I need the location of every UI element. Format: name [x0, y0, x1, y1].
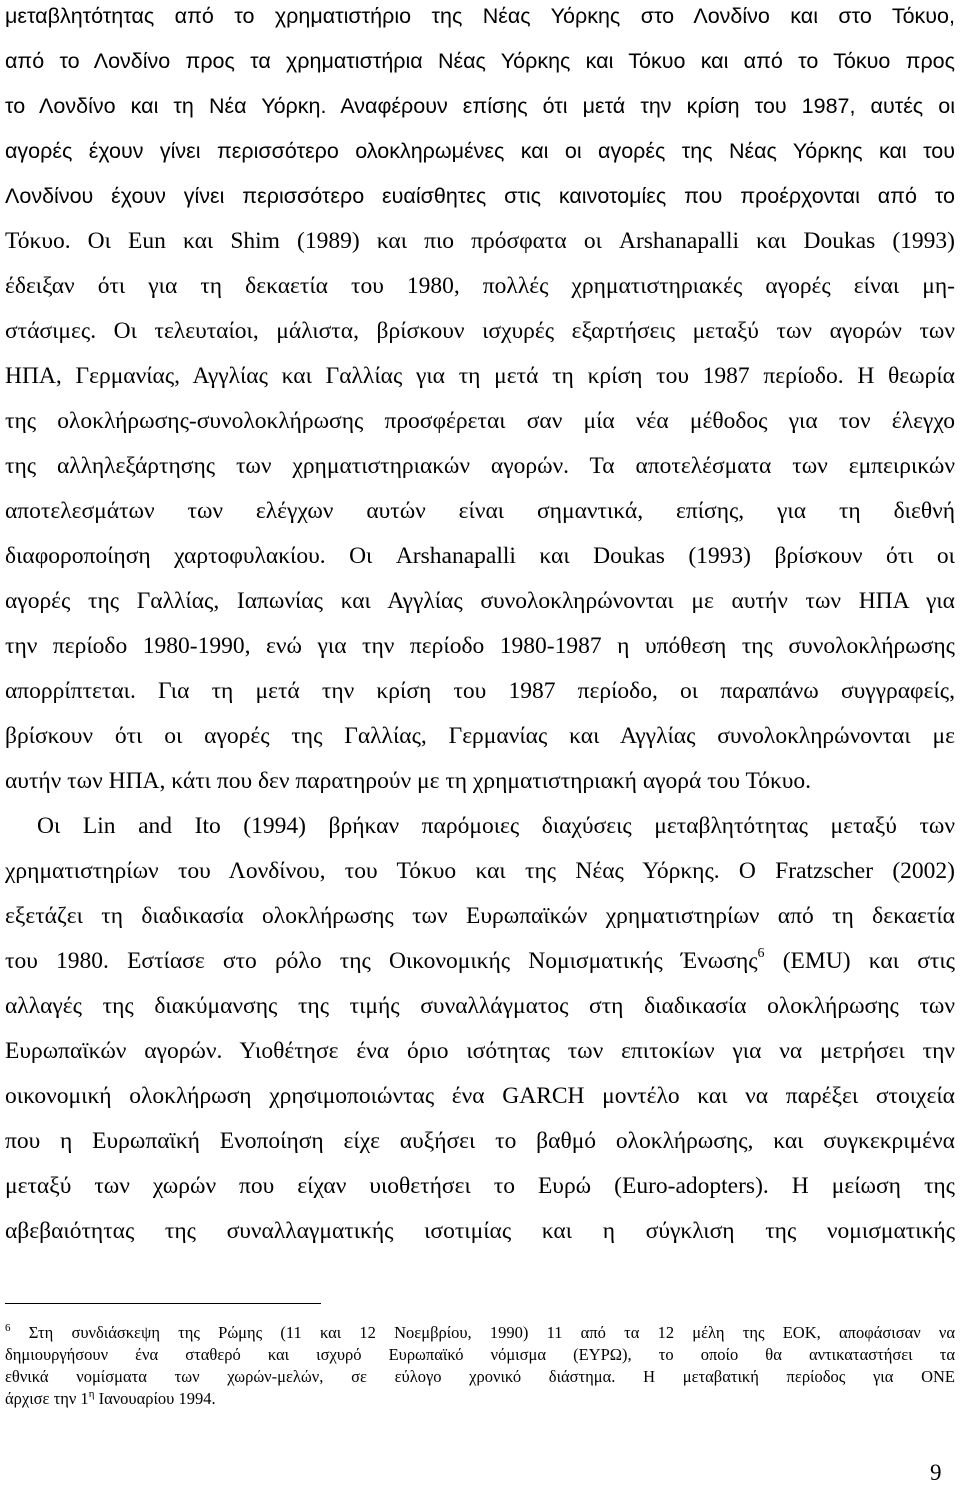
- footnote-line: δημιουργήσουν ένα σταθερό και ισχυρό Ευρωπαϊκό νόμισμα (ΕΥΡΩ), το οποίο θα αντικαταστήσει τα: [5, 1345, 955, 1364]
- text-run: άρχισε την 1: [5, 1389, 89, 1408]
- text-line: της αλληλεξάρτησης των χρηματιστηριακών αγορών. Τα αποτελέσματα των εμπειρικών: [5, 453, 955, 479]
- page-number: 9: [930, 1460, 942, 1485]
- text-line: την περίοδο 1980-1990, ενώ για την περίοδο 1980-1987 η υπόθεση της συνολοκλήρωσης: [5, 633, 955, 659]
- footnote-line: εθνικά νομίσματα των χωρών-μελών, σε εύλογο χρονικό διάστημα. Η μεταβατική περίοδος για ΟΝΕ: [5, 1367, 955, 1386]
- footnote-separator: [5, 1303, 321, 1304]
- text-line: αγορές της Γαλλίας, Ιαπωνίας και Αγγλίας συνολοκληρώνονται με αυτήν των ΗΠΑ για: [5, 588, 955, 614]
- text-line: στάσιμες. Οι τελευταίοι, μάλιστα, βρίσκουν ισχυρές εξαρτήσεις μεταξύ των αγορών των: [5, 318, 955, 344]
- text-line: μεταξύ των χωρών που είχαν υιοθετήσει το Ευρώ (Euro-adopters). Η μείωση της: [5, 1173, 955, 1199]
- text-run: του 1980. Εστίασε στο ρόλο της Οικονομικής Νομισματικής Ένωσης: [5, 948, 758, 974]
- text-line: έδειξαν ότι για τη δεκαετία του 1980, πολλές χρηματιστηριακές αγορές είναι μη-: [5, 273, 955, 299]
- text-line: αγορές έχουν γίνει περισσότερο ολοκληρωμένες και οι αγορές της Νέας Υόρκης και του: [5, 139, 955, 163]
- footnote-line: [5, 1322, 955, 1344]
- footnote-marker: 6: [5, 1321, 11, 1334]
- text-line: απορρίπτεται. Για τη μετά την κρίση του 1987 περίοδο, οι παραπάνω συγγραφείς,: [5, 678, 955, 704]
- text-line: από το Λονδίνο προς τα χρηματιστήρια Νέας Υόρκης και Τόκυο και από το Τόκυο προς: [5, 49, 955, 73]
- text-line: αλλαγές της διακύμανσης της τιμής συναλλάγματος στη διαδικασία ολοκλήρωσης των: [5, 993, 955, 1019]
- text-line: αβεβαιότητας της συναλλαγματικής ισοτιμίας και η σύγκλιση της νομισματικής: [5, 1218, 955, 1244]
- text-run: (EMU) και στις: [764, 948, 955, 974]
- text-line: εξετάζει τη διαδικασία ολοκλήρωσης των Ευρωπαϊκών χρηματιστηρίων από τη δεκαετία: [5, 903, 955, 929]
- paragraph-first-line: Οι Lin and Ito (1994) βρήκαν παρόμοιες διαχύσεις μεταβλητότητας μεταξύ των: [37, 813, 955, 839]
- text-line-with-footnote-ref: [5, 946, 955, 976]
- text-run: Ιανουαρίου 1994.: [94, 1389, 216, 1408]
- footnote-line: [5, 1388, 955, 1410]
- text-line: Λονδίνου έχουν γίνει περισσότερο ευαίσθητες στις καινοτομίες που προέρχονται από το: [5, 184, 955, 208]
- text-line: ΗΠΑ, Γερμανίας, Αγγλίας και Γαλλίας για τη μετά τη κρίση του 1987 περίοδο. Η θεωρία: [5, 363, 955, 389]
- text-line: [5, 91, 955, 121]
- text-line: Ευρωπαϊκών αγορών. Υιοθέτησε ένα όριο ισότητας των επιτοκίων για να μετρήσει την: [5, 1038, 955, 1064]
- text-line: μεταβλητότητας από το χρηματιστήριο της Νέας Υόρκης στο Λονδίνο και στο Τόκυο,: [5, 4, 955, 28]
- text-line: οικονομική ολοκλήρωση χρησιμοποιώντας ένα GARCH μοντέλο και να παρέξει στοιχεία: [5, 1083, 955, 1109]
- text-line: χρηματιστηρίων του Λονδίνου, του Τόκυο και της Νέας Υόρκης. Ο Fratzscher (2002): [5, 858, 955, 884]
- ordinal-suffix: η: [88, 1387, 95, 1400]
- text-line: που η Ευρωπαϊκή Ενοποίηση είχε αυξήσει το βαθμό ολοκλήρωσης, και συγκεκριμένα: [5, 1128, 955, 1154]
- text-line: της ολοκλήρωσης-συνολοκλήρωσης προσφέρεται σαν μία νέα μέθοδος για τον έλεγχο: [5, 408, 955, 434]
- text-run: Στη συνδιάσκεψη της Ρώμης (11 και 12 Νοεμβρίου, 1990) 11 από τα 12 μέλη της ΕΟΚ, αποφάσισαν να: [10, 1323, 955, 1342]
- text-line: αυτήν των ΗΠΑ, κάτι που δεν παρατηρούν με τη χρηματιστηριακή αγορά του Τόκυο.: [5, 768, 812, 794]
- text-run: το Λονδίνο και τη Νέα Υόρκη. Αναφέρουν επίσης ότι μετά την κρίση του 1987, αυτές οι: [5, 94, 955, 118]
- text-line: αποτελεσμάτων των ελέγχων αυτών είναι σημαντικά, επίσης, για τη διεθνή: [5, 498, 955, 524]
- text-line: Τόκυο. Οι Eun και Shim (1989) και πιο πρόσφατα οι Arshanapalli και Doukas (1993): [5, 228, 955, 254]
- footnote-reference: 6: [757, 946, 765, 962]
- text-line: διαφοροποίηση χαρτοφυλακίου. Οι Arshanapalli και Doukas (1993) βρίσκουν ότι οι: [5, 543, 955, 569]
- text-line: βρίσκουν ότι οι αγορές της Γαλλίας, Γερμανίας και Αγγλίας συνολοκληρώνονται με: [5, 723, 955, 749]
